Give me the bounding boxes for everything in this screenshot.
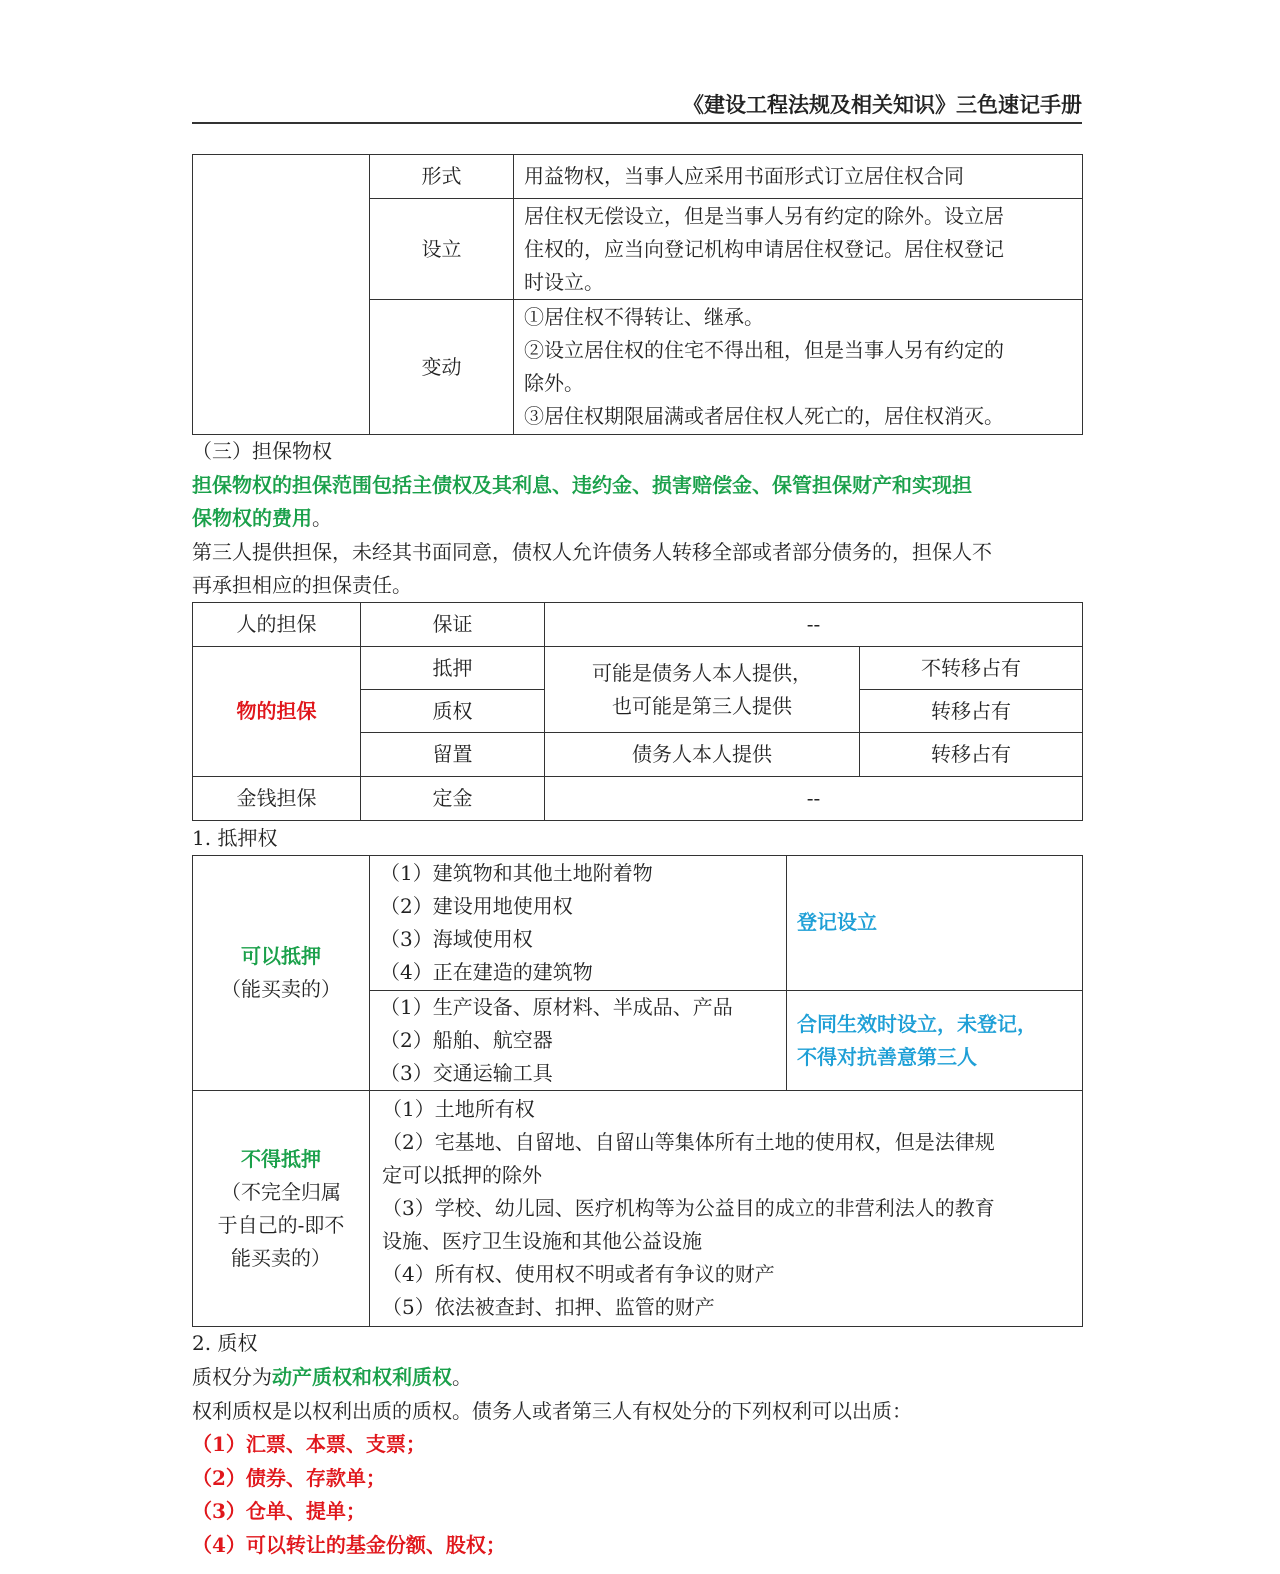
property-guarantee-label: 物的担保 — [193, 647, 361, 777]
header-title: 《建设工程法规及相关知识》三色速记手册 — [683, 92, 1082, 117]
pledge-item-2: （2）债券、存款单； — [192, 1466, 386, 1490]
registered-items-cell: （1）建筑物和其他土地附着物 （2）建设用地使用权 （3）海域使用权 （4）正在建造的建筑物 — [370, 856, 787, 991]
personal-value-cell: -- — [545, 603, 1083, 647]
scope-line-2: 保物权的费用。 — [192, 506, 332, 530]
row-label-change: 变动 — [370, 300, 514, 435]
suretyship-cell: 保证 — [361, 603, 545, 647]
pledge-item-4: （4）可以转让的基金份额、股权； — [192, 1533, 506, 1557]
row-label-establish: 设立 — [370, 199, 514, 300]
movable-items-cell: （1）生产设备、原材料、半成品、产品 （2）船舶、航空器 （3）交通运输工具 — [370, 991, 787, 1091]
row-content-form: 用益物权，当事人应采用书面形式订立居住权合同 — [514, 155, 1083, 199]
register-establish-note: 登记设立 — [787, 856, 1083, 991]
money-value-cell: -- — [545, 777, 1083, 821]
pledge-cell: 质权 — [361, 690, 545, 733]
cannot-mortgage-items-cell: （1）土地所有权 （2）宅基地、自留地、自留山等集体所有土地的使用权，但是法律规 定可以抵押的除外 （3）学校、幼儿园、医疗机构等为公益目的成立的非营利法人的教育 设施、医疗卫生设施和其他公益设施 （4）所有权、使用权不明或者有争议的财产 （5）依法被查封、扣押、监管的财产 — [370, 1091, 1083, 1327]
pledge-item-1: （1）汇票、本票、支票； — [192, 1432, 426, 1456]
row-content-establish: 居住权无偿设立，但是当事人另有约定的除外。设立居 住权的，应当向登记机构申请居住权登记。居住权登记 时设立。 — [514, 199, 1083, 300]
can-mortgage-cell — [193, 856, 370, 1091]
cannot-mortgage-label: 不得抵押 — [241, 1146, 321, 1171]
blank-category-cell — [193, 155, 370, 435]
guarantee-types-table — [192, 602, 1083, 821]
residence-right-table — [192, 154, 1083, 435]
right-pledge-line: 权利质权是以权利出质的质权。债务人或者第三人有权处分的下列权利可以出质： — [192, 1399, 912, 1423]
pledge-item-3: （3）仓单、提单； — [192, 1499, 366, 1523]
third-party-line-1: 第三人提供担保，未经其书面同意，债权人允许债务人转移全部或者部分债务的，担保人不 — [192, 540, 992, 564]
money-guarantee-label: 金钱担保 — [193, 777, 361, 821]
lien-provider-cell: 债务人本人提供 — [545, 733, 860, 777]
lien-possession-cell: 转移占有 — [860, 733, 1083, 777]
contract-effect-note: 合同生效时设立，未登记， 不得对抗善意第三人 — [787, 991, 1083, 1091]
row-content-change: ①居住权不得转让、继承。 ②设立居住权的住宅不得出租，但是当事人另有约定的 除外。 ③居住权期限届满或者居住权人死亡的，居住权消灭。 — [514, 300, 1083, 435]
mortgage-heading: 1. 抵押权 — [192, 826, 278, 850]
personal-guarantee-label: 人的担保 — [193, 603, 361, 647]
pledge-types-line: 质权分为动产质权和权利质权。 — [192, 1365, 472, 1389]
section-heading-guarantee: （三）担保物权 — [192, 439, 332, 463]
can-mortgage-label: 可以抵押 — [241, 944, 321, 968]
can-mortgage-sub: （能买卖的） — [221, 977, 341, 1001]
mortgage-cell: 抵押 — [361, 647, 545, 690]
row-label-form: 形式 — [370, 155, 514, 199]
cannot-mortgage-cell: 不得抵押 （不完全归属 于自己的-即不 能买卖的） — [193, 1091, 370, 1327]
pledge-possession-cell: 转移占有 — [860, 690, 1083, 733]
pledge-heading: 2. 质权 — [192, 1331, 258, 1355]
scope-line-1: 担保物权的担保范围包括主债权及其利息、违约金、损害赔偿金、保管担保财产和实现担 — [192, 473, 972, 497]
mortgage-table — [192, 855, 1083, 1327]
lien-cell: 留置 — [361, 733, 545, 777]
document-header — [192, 88, 1082, 124]
provider-cell: 可能是债务人本人提供， 也可能是第三人提供 — [545, 647, 860, 733]
third-party-line-2: 再承担相应的担保责任。 — [192, 573, 412, 597]
deposit-cell: 定金 — [361, 777, 545, 821]
mortgage-possession-cell: 不转移占有 — [860, 647, 1083, 690]
